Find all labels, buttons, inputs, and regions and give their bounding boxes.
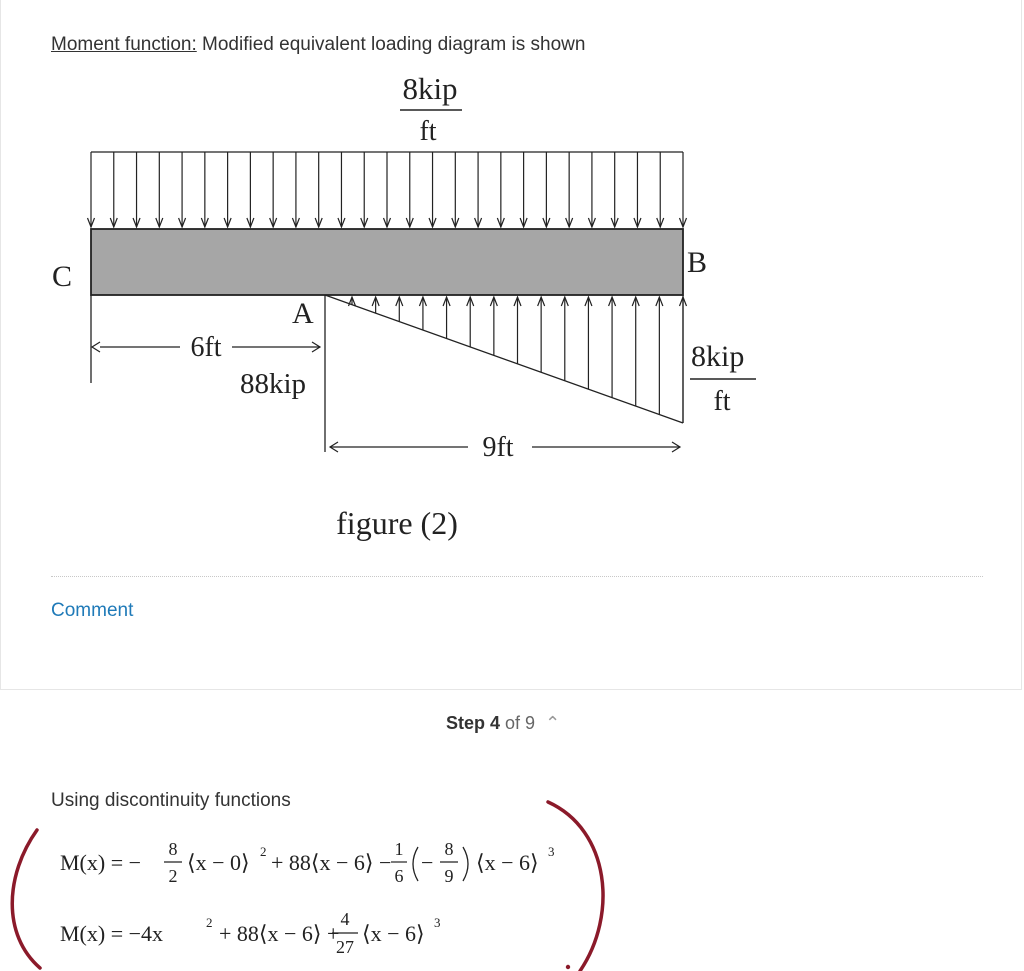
left-dimension-label: 6ft (190, 332, 222, 363)
step-total: of 9 (500, 713, 536, 733)
divider (51, 576, 983, 577)
section-title: Using discontinuity functions (51, 790, 291, 811)
point-load-label: 88kip (240, 368, 307, 400)
eq1-term3: ⟨x − 6⟩ (476, 850, 539, 875)
beam (91, 229, 683, 295)
top-load-arrows (88, 152, 687, 227)
figure-caption: figure (2) (336, 505, 458, 541)
eq1-frac1-num: 8 (168, 839, 178, 859)
intro-text (51, 34, 585, 56)
right-annotation-bracket (548, 802, 603, 971)
step-header (446, 713, 560, 734)
triangular-load-arrows (349, 297, 687, 423)
left-annotation-bracket (12, 830, 40, 968)
eq2-frac-num: 4 (340, 909, 350, 929)
eq1-frac2-den: 6 (394, 866, 404, 886)
collapse-chevron-icon[interactable]: ⌃ (545, 713, 561, 733)
bottom-dimension-label: 9ft (482, 432, 514, 463)
label-c: C (52, 260, 73, 293)
top-load-denominator: ft (419, 116, 437, 147)
eq2-frac-den: 27 (336, 937, 354, 957)
eq1-frac3-sign: − (421, 850, 434, 875)
eq1-frac3-den: 9 (444, 866, 454, 886)
eq1-frac3-num: 8 (444, 839, 454, 859)
eq2-term3: ⟨x − 6⟩ (362, 921, 425, 946)
annotation-dot (566, 965, 570, 969)
equations (0, 800, 1024, 971)
intro-label: Moment function: (51, 34, 197, 55)
eq1-frac1-den: 2 (168, 866, 178, 886)
top-load-numerator: 8kip (402, 71, 458, 106)
right-load-numerator: 8kip (691, 340, 745, 373)
eq1-exp3: 3 (548, 844, 555, 859)
triangular-load-edge (325, 295, 683, 423)
step-label: Step 4 (446, 713, 501, 733)
eq2-lhs: M(x) = −4x (60, 921, 164, 946)
comment-link[interactable]: Comment (51, 600, 134, 621)
label-a: A (292, 297, 314, 330)
eq1-term1: ⟨x − 0⟩ (187, 850, 250, 875)
eq1-exp1: 2 (260, 844, 267, 859)
loading-diagram (0, 60, 1024, 560)
eq1-lhs: M(x) = − (60, 850, 142, 875)
eq1-term2: + 88⟨x − 6⟩ − (271, 850, 392, 875)
eq1-close-paren (463, 847, 468, 881)
eq2-exp1: 2 (206, 915, 213, 930)
right-load-denominator: ft (713, 386, 731, 417)
eq1-open-paren (413, 847, 418, 881)
eq2-exp3: 3 (434, 915, 441, 930)
left-dimension-arrowhead (92, 342, 100, 352)
label-b: B (687, 246, 708, 279)
intro-desc: Modified equivalent loading diagram is shown (196, 34, 586, 55)
eq1-frac2-num: 1 (394, 839, 404, 859)
eq2-term2: + 88⟨x − 6⟩ + (219, 921, 340, 946)
